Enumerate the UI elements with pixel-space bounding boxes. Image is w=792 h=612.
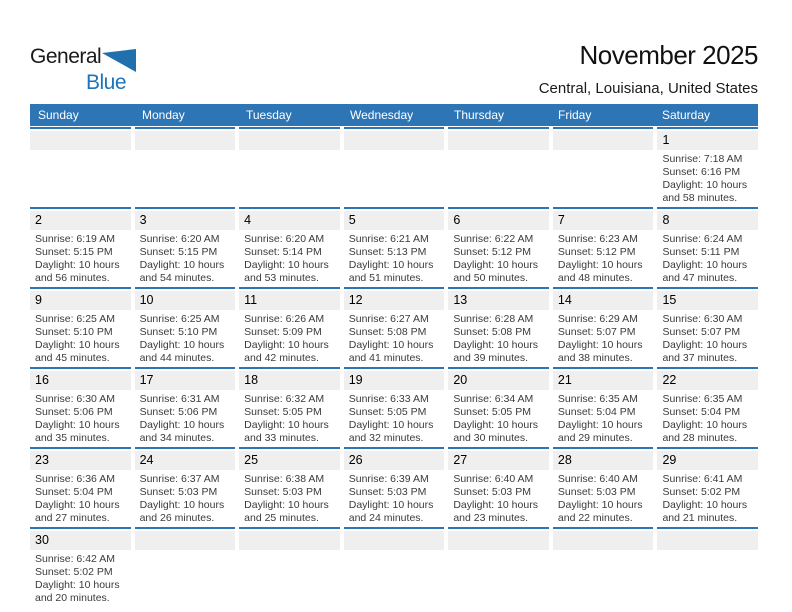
week-row xyxy=(30,367,758,447)
day-number xyxy=(657,531,758,550)
day-details: Sunrise: 6:41 AM Sunset: 5:02 PM Daylight: 10 hours and 21 minutes. xyxy=(662,473,748,524)
day-number xyxy=(30,131,131,150)
weekday-label-sunday: Sunday xyxy=(38,108,79,122)
day-cell-empty xyxy=(239,127,340,207)
day-cell-empty xyxy=(448,527,549,607)
day-number: 21 xyxy=(553,371,654,390)
week-row xyxy=(30,127,758,207)
week-row xyxy=(30,287,758,367)
day-details: Sunrise: 6:20 AM Sunset: 5:14 PM Daylight: 10 hours and 53 minutes. xyxy=(244,233,329,284)
day-details xyxy=(135,550,236,604)
day-details xyxy=(239,150,340,204)
day-cell-empty xyxy=(553,527,654,607)
day-number xyxy=(448,131,549,150)
week-row xyxy=(30,207,758,287)
day-number: 14 xyxy=(553,291,654,310)
day-details: Sunrise: 6:27 AM Sunset: 5:08 PM Daylight: 10 hours and 41 minutes. xyxy=(348,313,434,364)
day-cell-18 xyxy=(239,367,340,447)
day-cell-6 xyxy=(448,207,549,287)
day-number: 15 xyxy=(657,291,758,310)
week-row xyxy=(30,527,758,607)
day-number: 28 xyxy=(553,451,654,470)
weekday-label-friday: Friday xyxy=(558,108,592,122)
day-details: Sunrise: 6:28 AM Sunset: 5:08 PM Daylight: 10 hours and 39 minutes. xyxy=(453,313,538,364)
day-number xyxy=(553,531,654,550)
weekday-label-tuesday: Tuesday xyxy=(246,108,292,122)
day-cell-29 xyxy=(657,447,758,527)
day-cell-16 xyxy=(30,367,131,447)
day-cell-empty xyxy=(657,527,758,607)
day-number xyxy=(448,531,549,550)
day-cell-12 xyxy=(344,287,445,367)
day-number: 16 xyxy=(30,371,131,390)
day-details: Sunrise: 6:33 AM Sunset: 5:05 PM Daylight: 10 hours and 32 minutes. xyxy=(348,393,434,444)
day-number: 27 xyxy=(448,451,549,470)
day-cell-30 xyxy=(30,527,131,607)
day-number: 22 xyxy=(657,371,758,390)
day-number: 11 xyxy=(239,291,340,310)
general-blue-logo xyxy=(30,46,150,93)
day-number xyxy=(239,131,340,150)
day-cell-1 xyxy=(657,127,758,207)
day-number: 8 xyxy=(657,211,758,230)
day-number: 19 xyxy=(344,371,445,390)
day-number: 2 xyxy=(30,211,131,230)
day-details: Sunrise: 7:18 AM Sunset: 6:16 PM Daylight: 10 hours and 58 minutes. xyxy=(662,153,748,204)
day-cell-19 xyxy=(344,367,445,447)
calendar xyxy=(30,104,758,607)
day-details: Sunrise: 6:32 AM Sunset: 5:05 PM Daylight: 10 hours and 33 minutes. xyxy=(244,393,329,444)
day-details: Sunrise: 6:20 AM Sunset: 5:15 PM Daylight: 10 hours and 54 minutes. xyxy=(139,233,225,284)
day-cell-20 xyxy=(448,367,549,447)
day-details: Sunrise: 6:22 AM Sunset: 5:12 PM Daylight: 10 hours and 50 minutes. xyxy=(453,233,538,284)
day-details xyxy=(344,150,445,204)
day-cell-25 xyxy=(239,447,340,527)
day-details: Sunrise: 6:35 AM Sunset: 5:04 PM Daylight: 10 hours and 29 minutes. xyxy=(557,393,643,444)
day-details xyxy=(448,150,549,204)
day-details: Sunrise: 6:36 AM Sunset: 5:04 PM Daylight: 10 hours and 27 minutes. xyxy=(35,473,120,524)
day-number: 5 xyxy=(344,211,445,230)
day-cell-8 xyxy=(657,207,758,287)
day-cell-24 xyxy=(135,447,236,527)
day-details xyxy=(135,150,236,204)
day-cell-13 xyxy=(448,287,549,367)
day-number xyxy=(553,131,654,150)
day-number: 10 xyxy=(135,291,236,310)
day-details: Sunrise: 6:24 AM Sunset: 5:11 PM Daylight: 10 hours and 47 minutes. xyxy=(662,233,748,284)
day-number: 17 xyxy=(135,371,236,390)
title-block xyxy=(539,40,758,97)
day-details: Sunrise: 6:40 AM Sunset: 5:03 PM Daylight: 10 hours and 22 minutes. xyxy=(557,473,643,524)
day-details xyxy=(448,550,549,604)
day-details: Sunrise: 6:31 AM Sunset: 5:06 PM Daylight: 10 hours and 34 minutes. xyxy=(139,393,225,444)
day-details: Sunrise: 6:39 AM Sunset: 5:03 PM Daylight: 10 hours and 24 minutes. xyxy=(348,473,434,524)
day-number: 9 xyxy=(30,291,131,310)
day-number: 4 xyxy=(239,211,340,230)
day-cell-22 xyxy=(657,367,758,447)
day-number: 18 xyxy=(239,371,340,390)
day-details: Sunrise: 6:19 AM Sunset: 5:15 PM Daylight: 10 hours and 56 minutes. xyxy=(35,233,120,284)
day-number: 20 xyxy=(448,371,549,390)
day-details: Sunrise: 6:30 AM Sunset: 5:07 PM Daylight: 10 hours and 37 minutes. xyxy=(662,313,748,364)
logo-text-general: General xyxy=(30,45,102,68)
day-number: 23 xyxy=(30,451,131,470)
weekday-label-wednesday: Wednesday xyxy=(350,108,414,122)
page-subtitle: Central, Louisiana, United States xyxy=(538,80,758,97)
day-details xyxy=(30,150,131,204)
day-details: Sunrise: 6:23 AM Sunset: 5:12 PM Daylight: 10 hours and 48 minutes. xyxy=(557,233,643,284)
day-cell-14 xyxy=(553,287,654,367)
day-number: 29 xyxy=(657,451,758,470)
day-cell-empty xyxy=(344,127,445,207)
day-details xyxy=(344,550,445,604)
day-number: 6 xyxy=(448,211,549,230)
week-row xyxy=(30,447,758,527)
day-details xyxy=(657,550,758,604)
day-cell-7 xyxy=(553,207,654,287)
day-cell-4 xyxy=(239,207,340,287)
day-details: Sunrise: 6:26 AM Sunset: 5:09 PM Daylight: 10 hours and 42 minutes. xyxy=(244,313,329,364)
day-cell-2 xyxy=(30,207,131,287)
day-number: 24 xyxy=(135,451,236,470)
day-cell-23 xyxy=(30,447,131,527)
day-details xyxy=(553,550,654,604)
day-cell-empty xyxy=(239,527,340,607)
day-number: 7 xyxy=(553,211,654,230)
weekday-label-monday: Monday xyxy=(142,108,185,122)
day-details: Sunrise: 6:21 AM Sunset: 5:13 PM Daylight: 10 hours and 51 minutes. xyxy=(348,233,434,284)
day-cell-empty xyxy=(448,127,549,207)
page-title: November 2025 xyxy=(579,40,758,70)
day-number xyxy=(135,531,236,550)
logo-text-blue: Blue xyxy=(86,71,127,94)
day-details: Sunrise: 6:25 AM Sunset: 5:10 PM Daylight: 10 hours and 44 minutes. xyxy=(139,313,225,364)
day-number: 25 xyxy=(239,451,340,470)
day-number: 13 xyxy=(448,291,549,310)
day-cell-empty xyxy=(344,527,445,607)
day-cell-15 xyxy=(657,287,758,367)
day-number: 1 xyxy=(657,131,758,150)
day-details xyxy=(239,550,340,604)
day-details: Sunrise: 6:37 AM Sunset: 5:03 PM Daylight: 10 hours and 26 minutes. xyxy=(139,473,225,524)
day-cell-empty xyxy=(553,127,654,207)
day-cell-26 xyxy=(344,447,445,527)
day-number xyxy=(135,131,236,150)
day-details: Sunrise: 6:25 AM Sunset: 5:10 PM Daylight: 10 hours and 45 minutes. xyxy=(35,313,120,364)
day-cell-10 xyxy=(135,287,236,367)
day-number: 3 xyxy=(135,211,236,230)
day-cell-27 xyxy=(448,447,549,527)
day-cell-21 xyxy=(553,367,654,447)
day-details: Sunrise: 6:42 AM Sunset: 5:02 PM Daylight: 10 hours and 20 minutes. xyxy=(35,553,120,604)
day-number: 30 xyxy=(30,531,131,550)
day-number xyxy=(344,131,445,150)
weekday-header-row xyxy=(30,104,758,126)
weekday-label-thursday: Thursday xyxy=(454,108,505,122)
day-cell-empty xyxy=(135,527,236,607)
day-number xyxy=(239,531,340,550)
day-details: Sunrise: 6:35 AM Sunset: 5:04 PM Daylight: 10 hours and 28 minutes. xyxy=(662,393,748,444)
day-number: 26 xyxy=(344,451,445,470)
day-number xyxy=(344,531,445,550)
day-cell-11 xyxy=(239,287,340,367)
day-cell-3 xyxy=(135,207,236,287)
day-details xyxy=(553,150,654,204)
day-cell-empty xyxy=(30,127,131,207)
day-number: 12 xyxy=(344,291,445,310)
day-details: Sunrise: 6:40 AM Sunset: 5:03 PM Daylight: 10 hours and 23 minutes. xyxy=(453,473,538,524)
calendar-grid xyxy=(30,127,758,607)
day-details: Sunrise: 6:38 AM Sunset: 5:03 PM Daylight: 10 hours and 25 minutes. xyxy=(244,473,329,524)
day-cell-9 xyxy=(30,287,131,367)
day-cell-empty xyxy=(135,127,236,207)
day-details: Sunrise: 6:30 AM Sunset: 5:06 PM Daylight: 10 hours and 35 minutes. xyxy=(35,393,120,444)
day-details: Sunrise: 6:29 AM Sunset: 5:07 PM Daylight: 10 hours and 38 minutes. xyxy=(557,313,643,364)
day-details: Sunrise: 6:34 AM Sunset: 5:05 PM Daylight: 10 hours and 30 minutes. xyxy=(453,393,538,444)
day-cell-28 xyxy=(553,447,654,527)
weekday-label-saturday: Saturday xyxy=(662,108,711,122)
day-cell-5 xyxy=(344,207,445,287)
day-cell-17 xyxy=(135,367,236,447)
